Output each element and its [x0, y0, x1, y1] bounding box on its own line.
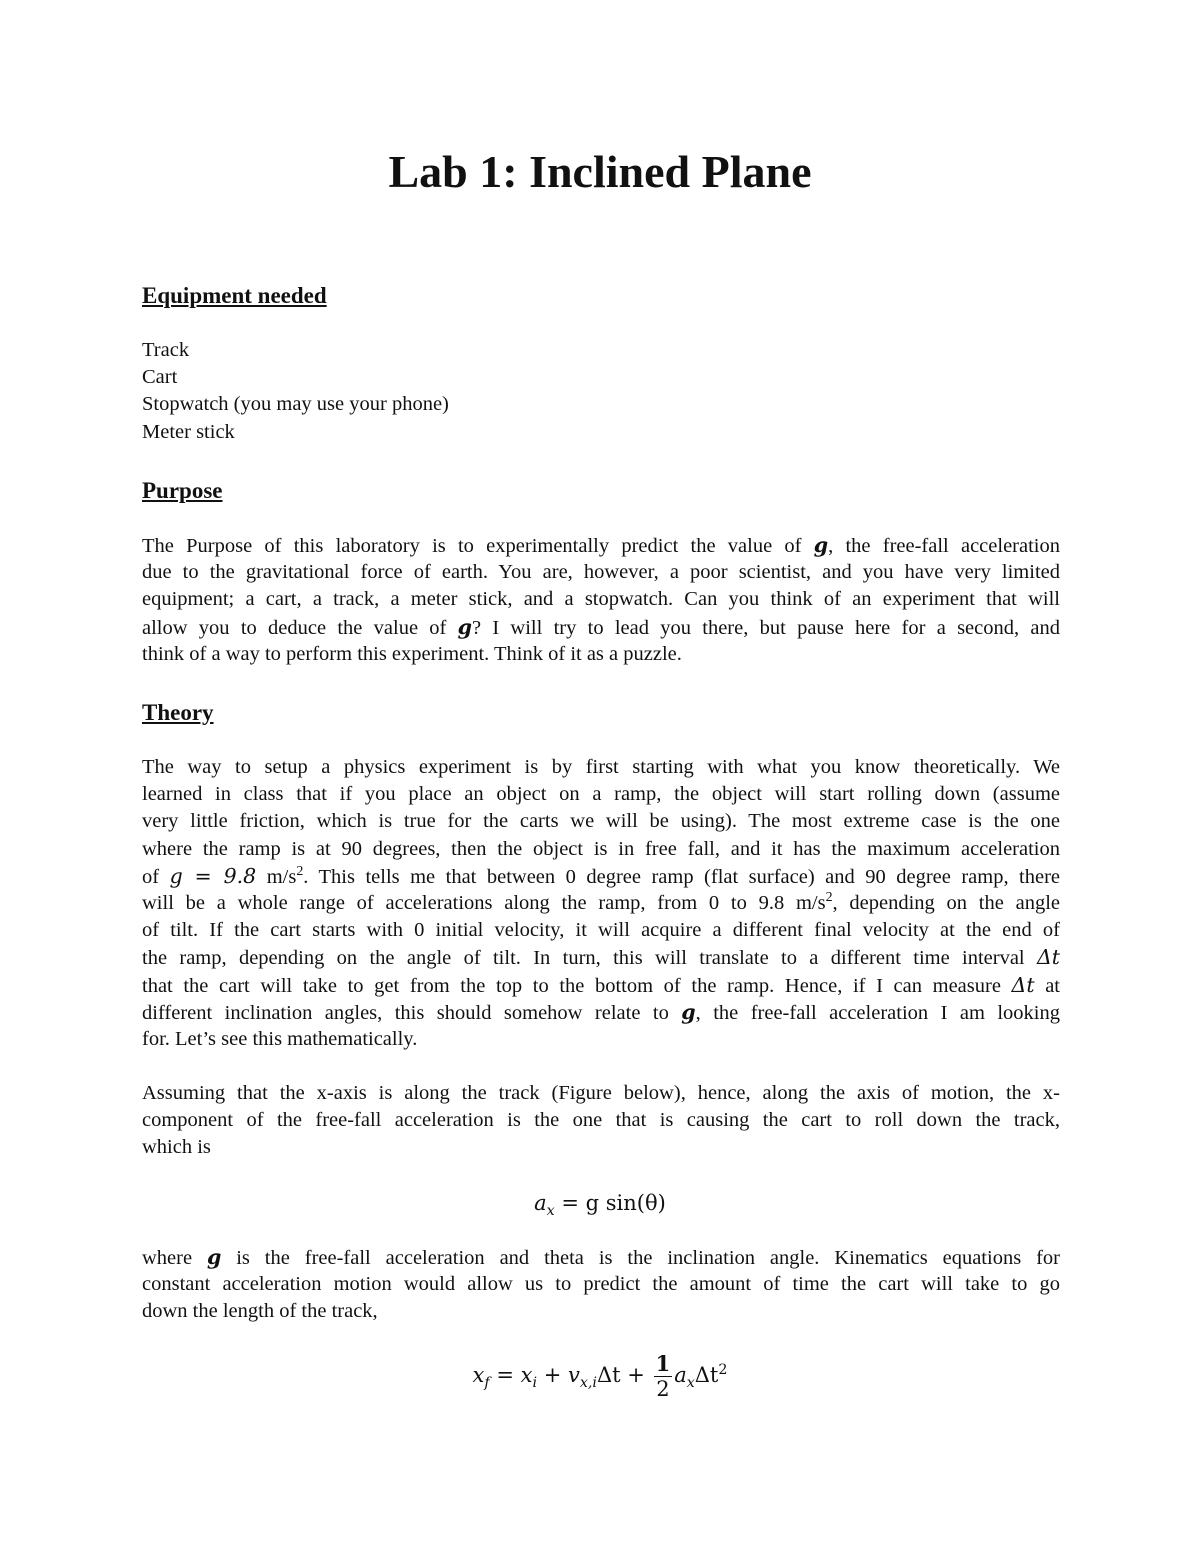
- text-line: the ramp, depending on the angle of tilt. In turn, this will translate to a different time interval Δt: [142, 945, 1060, 970]
- text-line: The Purpose of this laboratory is to experimentally predict the value of g, the free-fall acceleration: [142, 533, 1060, 557]
- list-item: Meter stick: [142, 420, 235, 443]
- list-item: Stopwatch (you may use your phone): [142, 393, 449, 416]
- g-symbol: g: [206, 1245, 222, 1269]
- text-line: The way to setup a physics experiment is by first starting with what you know theoretically. We: [142, 756, 1060, 778]
- list-item: Cart: [142, 366, 178, 389]
- text-line: due to the gravitational force of earth. You are, however, a poor scientist, and you have very limited: [142, 561, 1060, 584]
- g-symbol: g: [457, 614, 472, 639]
- text-line: that the cart will take to get from the top to the bottom of the ramp. Hence, if I can measure Δt at: [142, 972, 1061, 997]
- delta-t-symbol: Δt: [1011, 972, 1035, 997]
- text-line: learned in class that if you place an object on a ramp, the object will start rolling down (assume: [142, 783, 1060, 806]
- g-symbol: g: [681, 999, 696, 1024]
- g-symbol: g: [813, 533, 829, 557]
- text-line: for. Let’s see this mathematically.: [142, 1027, 418, 1050]
- theory-paragraph-3: [142, 1244, 1060, 1326]
- equipment-heading: Equipment needed: [142, 283, 327, 308]
- text-line: think of a way to perform this experiment. Think of it as a puzzle.: [142, 642, 682, 665]
- g-equals-symbol: g = 9.8: [169, 863, 257, 888]
- text-line: constant acceleration motion would allow us to predict the amount of time the cart will take to go: [142, 1273, 1060, 1296]
- purpose-paragraph: [142, 532, 1060, 668]
- text-line: equipment; a cart, a track, a meter stick, and a stopwatch. Can you think of an experiment that will: [142, 588, 1060, 611]
- equation-kinematics: $x_f = x_i + v_{x,i}\Delta t$ + $\frac{1}{2}$ $a_x\Delta t^2$: [472, 1351, 728, 1401]
- text-line: which is: [142, 1136, 211, 1159]
- list-item: Track: [142, 339, 190, 361]
- text-line: where g is the free-fall acceleration and theta is the inclination angle. Kinematics equations for: [142, 1245, 1060, 1269]
- theory-paragraph-1: [142, 754, 1060, 1053]
- text-line: where the ramp is at 90 degrees, then the object is in free fall, and it has the maximum acceleration: [142, 837, 1060, 860]
- theory-paragraph-2: [142, 1080, 1060, 1162]
- text-line: of tilt. If the cart starts with 0 initial velocity, it will acquire a different final velocity at the end of: [142, 919, 1060, 942]
- text-line: very little friction, which is true for the carts we will be using). The most extreme case is the one: [142, 810, 1060, 833]
- text-line: of g = 9.8 $m/s^2$. This tells me that between 0 degree ramp (flat surface) and 90 degree ramp, there: [142, 863, 1061, 888]
- page-title: Lab 1: Inclined Plane: [388, 146, 812, 197]
- equipment-list: [142, 337, 449, 446]
- text-line: allow you to deduce the value of g? I will try to lead you there, but pause here for a second, and: [142, 614, 1060, 639]
- fraction-one-half: $\frac{1}{2}$: [655, 1351, 671, 1401]
- text-line: different inclination angles, this should somehow relate to g, the free-fall acceleration I am looking: [142, 999, 1060, 1024]
- text-line: component of the free-fall acceleration is the one that is causing the cart to roll down the track,: [142, 1109, 1060, 1132]
- theory-heading: Theory: [142, 700, 214, 725]
- delta-t-symbol: Δt: [1036, 945, 1060, 970]
- text-line: will be a whole range of accelerations along the ramp, from 0 to 9.8 $m/s^2$, depending on the angle: [142, 890, 1060, 914]
- purpose-heading: Purpose: [142, 478, 223, 503]
- text-line: Assuming that the x-axis is along the track (Figure below), hence, along the axis of motion, the x-: [142, 1082, 1060, 1104]
- text-line: down the length of the track,: [142, 1300, 378, 1323]
- equation-acceleration: $a_x = g$ sin(θ): [534, 1191, 666, 1220]
